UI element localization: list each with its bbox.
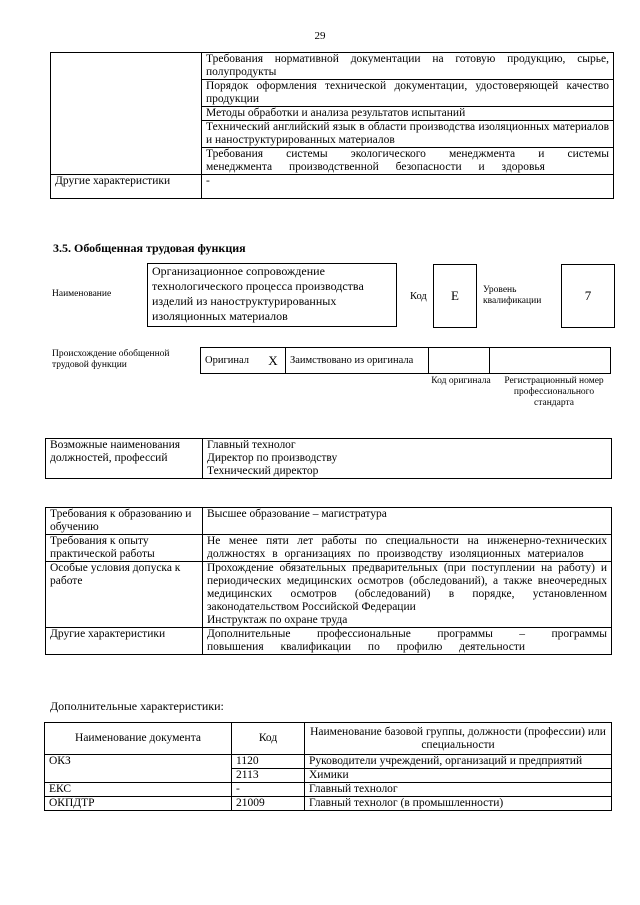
table-cell: Химики <box>305 769 612 783</box>
table-cell: 2113 <box>232 769 305 783</box>
other-characteristics-value: - <box>202 175 614 199</box>
table-cell: Главный технолог <box>305 783 612 797</box>
table-cell: Главный технолог (в промышленности) <box>305 797 612 811</box>
additional-title: Дополнительные характеристики: <box>50 699 224 713</box>
list-item: Главный технолог <box>207 439 296 451</box>
table-row: Требования системы экологического менеджмента и системы менеджмента производственной безопасности и здоровья <box>202 148 614 175</box>
origin-table <box>200 347 611 374</box>
additional-table <box>44 722 612 811</box>
page-number: 29 <box>314 30 326 42</box>
positions-label: Возможные наименования должностей, профессий <box>46 439 203 479</box>
table-row: Порядок оформления технической документации, удостоверяющей качество продукции <box>202 80 614 107</box>
registration-number-cell <box>490 348 611 374</box>
requirement-text: Прохождение обязательных предварительных (при поступлении на работу) и периодических медицинских осмотров (обследований), а также внеочередных медицинских осмотров (обследований) в порядке, установленном законодательством Российской Федерации <box>207 562 607 613</box>
table-row: Методы обработки и анализа результатов испытаний <box>202 107 614 121</box>
requirement-label: Другие характеристики <box>46 628 203 655</box>
table-cell: 1120 <box>232 755 305 769</box>
other-characteristics-label: Другие характеристики <box>51 175 202 199</box>
requirement-label: Особые условия допуска к работе <box>46 562 203 628</box>
table-row: Требования нормативной документации на готовую продукцию, сырье, полупродукты <box>202 53 614 80</box>
requirement-value: Не менее пяти лет работы по специальности на инженерно-технических должностях в организациях по производству изоляционных материалов <box>203 535 612 562</box>
origin-label: Происхождение обобщенной трудовой функции <box>52 349 170 370</box>
column-header: Код <box>232 723 305 755</box>
column-header: Наименование документа <box>45 723 232 755</box>
level-label: Уровень квалификации <box>483 285 542 306</box>
original-code-cell <box>429 348 490 374</box>
table-cell: 21009 <box>232 797 305 811</box>
positions-values <box>203 439 612 479</box>
requirement-text: Инструктаж по охране труда <box>207 614 348 626</box>
table-row: Технический английский язык в области производства изоляционных материалов и наноструктурированных материалов <box>202 121 614 148</box>
column-header: Наименование базовой группы, должности (профессии) или специальности <box>305 723 612 755</box>
requirement-label: Требования к образованию и обучению <box>46 508 203 535</box>
list-item: Технический директор <box>207 465 319 477</box>
requirement-value: Дополнительные профессиональные программы – программы повышения квалификации по профилю деятельности <box>203 628 612 655</box>
code-value: E <box>433 264 477 328</box>
original-label: Оригинал <box>201 348 262 374</box>
level-value: 7 <box>561 264 615 328</box>
code-caption: Код оригинала <box>431 376 491 386</box>
knowledge-table <box>50 52 614 199</box>
original-mark: X <box>261 348 286 374</box>
requirement-value <box>203 562 612 628</box>
section-title: 3.5. Обобщенная трудовая функция <box>53 241 246 255</box>
function-name: Организационное сопровождение технологического процесса производства изделий из наноструктурированных изоляционных материалов <box>147 263 397 327</box>
registration-caption: Регистрационный номер профессионального стандарта <box>504 376 604 408</box>
table-cell: Руководители учреждений, организаций и предприятий <box>305 755 612 769</box>
positions-table <box>45 438 612 479</box>
table-cell: ЕКС <box>45 783 232 797</box>
empty-label-cell <box>51 53 202 175</box>
requirements-table <box>45 507 612 655</box>
list-item: Директор по производству <box>207 452 338 464</box>
code-label: Код <box>410 291 427 302</box>
borrowed-label: Заимствовано из оригинала <box>286 348 429 374</box>
requirement-value: Высшее образование – магистратура <box>203 508 612 535</box>
requirement-label: Требования к опыту практической работы <box>46 535 203 562</box>
name-label: Наименование <box>52 289 112 299</box>
table-cell: - <box>232 783 305 797</box>
table-cell: ОКЗ <box>45 755 232 783</box>
table-cell: ОКПДТР <box>45 797 232 811</box>
